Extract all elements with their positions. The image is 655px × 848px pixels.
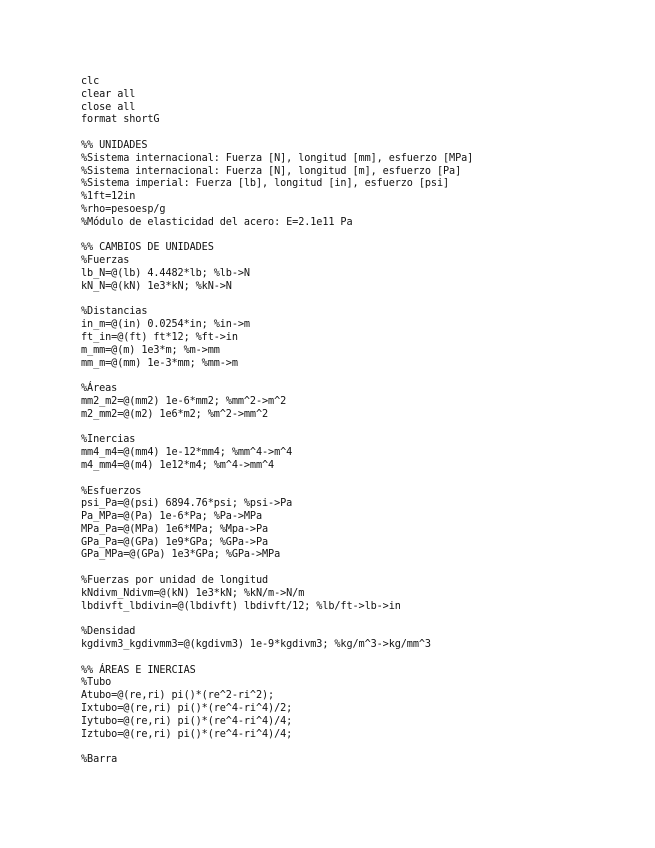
code-line: GPa_Pa=@(GPa) 1e9*GPa; %GPa->Pa (81, 536, 269, 548)
code-line: lbdivft_lbdivin=@(lbdivft) lbdivft/12; %lb/ft->lb->in (81, 600, 401, 612)
code-line: m_mm=@(m) 1e3*m; %m->mm (81, 344, 220, 356)
blank-line (81, 422, 641, 435)
blank-line (81, 652, 641, 665)
code-line: ft_in=@(ft) ft*12; %ft->in (81, 331, 238, 343)
comment-line: %1ft=12in (81, 191, 136, 203)
code-line: MPa_Pa=@(MPa) 1e6*MPa; %Mpa->Pa (81, 523, 269, 535)
blank-line (81, 613, 641, 626)
code-line: kN_N=@(kN) 1e3*kN; %kN->N (81, 280, 232, 292)
comment-line: %Distancias (81, 306, 148, 318)
comment-line: %Sistema imperial: Fuerza [lb], longitud [in], esfuerzo [psi] (81, 178, 450, 190)
code-line: clear all (81, 88, 136, 100)
blank-line (81, 370, 641, 383)
comment-line: %% UNIDADES (81, 139, 148, 151)
comment-line: %Fuerzas (81, 255, 130, 267)
comment-line: %Áreas (81, 383, 118, 395)
code-document (81, 76, 641, 767)
comment-line: %Módulo de elasticidad del acero: E=2.1e11 Pa (81, 216, 353, 228)
code-line: format shortG (81, 114, 160, 126)
code-line: Ixtubo=@(re,ri) pi()*(re^4-ri^4)/2; (81, 703, 293, 715)
comment-line: %rho=pesoesp/g (81, 203, 166, 215)
code-line: close all (81, 101, 136, 113)
code-line: Iztubo=@(re,ri) pi()*(re^4-ri^4)/4; (81, 728, 293, 740)
comment-line: %Densidad (81, 626, 136, 638)
code-line: m4_mm4=@(m4) 1e12*m4; %m^4->mm^4 (81, 459, 275, 471)
code-line: mm4_m4=@(mm4) 1e-12*mm4; %mm^4->m^4 (81, 447, 293, 459)
blank-line (81, 562, 641, 575)
code-line: m2_mm2=@(m2) 1e6*m2; %m^2->mm^2 (81, 408, 269, 420)
code-line: mm2_m2=@(mm2) 1e-6*mm2; %mm^2->m^2 (81, 395, 287, 407)
blank-line (81, 127, 641, 140)
blank-line (81, 741, 641, 754)
code-line: lb_N=@(lb) 4.4482*lb; %lb->N (81, 267, 250, 279)
code-line: kNdivm_Ndivm=@(kN) 1e3*kN; %kN/m->N/m (81, 587, 305, 599)
comment-line: %Fuerzas por unidad de longitud (81, 575, 269, 587)
code-line: psi_Pa=@(psi) 6894.76*psi; %psi->Pa (81, 498, 293, 510)
code-line: Atubo=@(re,ri) pi()*(re^2-ri^2); (81, 690, 275, 702)
blank-line (81, 294, 641, 307)
comment-line: %Tubo (81, 677, 112, 689)
code-line: Pa_MPa=@(Pa) 1e-6*Pa; %Pa->MPa (81, 511, 263, 523)
code-line: mm_m=@(mm) 1e-3*mm; %mm->m (81, 357, 238, 369)
code-line: clc (81, 76, 100, 87)
comment-line: %Sistema internacional: Fuerza [N], longitud [m], esfuerzo [Pa] (81, 165, 462, 177)
comment-line: %Barra (81, 754, 118, 766)
comment-line: %Esfuerzos (81, 485, 142, 497)
comment-line: %% ÁREAS E INERCIAS (81, 664, 196, 676)
comment-line: %% CAMBIOS DE UNIDADES (81, 242, 214, 254)
comment-line: %Inercias (81, 434, 136, 446)
code-line: GPa_MPa=@(GPa) 1e3*GPa; %GPa->MPa (81, 549, 281, 561)
comment-line: %Sistema internacional: Fuerza [N], longitud [mm], esfuerzo [MPa] (81, 152, 474, 164)
code-line: Iytubo=@(re,ri) pi()*(re^4-ri^4)/4; (81, 715, 293, 727)
code-line: in_m=@(in) 0.0254*in; %in->m (81, 319, 250, 331)
blank-line (81, 230, 641, 243)
blank-line (81, 473, 641, 486)
code-line: kgdivm3_kgdivmm3=@(kgdivm3) 1e-9*kgdivm3; %kg/m^3->kg/mm^3 (81, 639, 431, 651)
